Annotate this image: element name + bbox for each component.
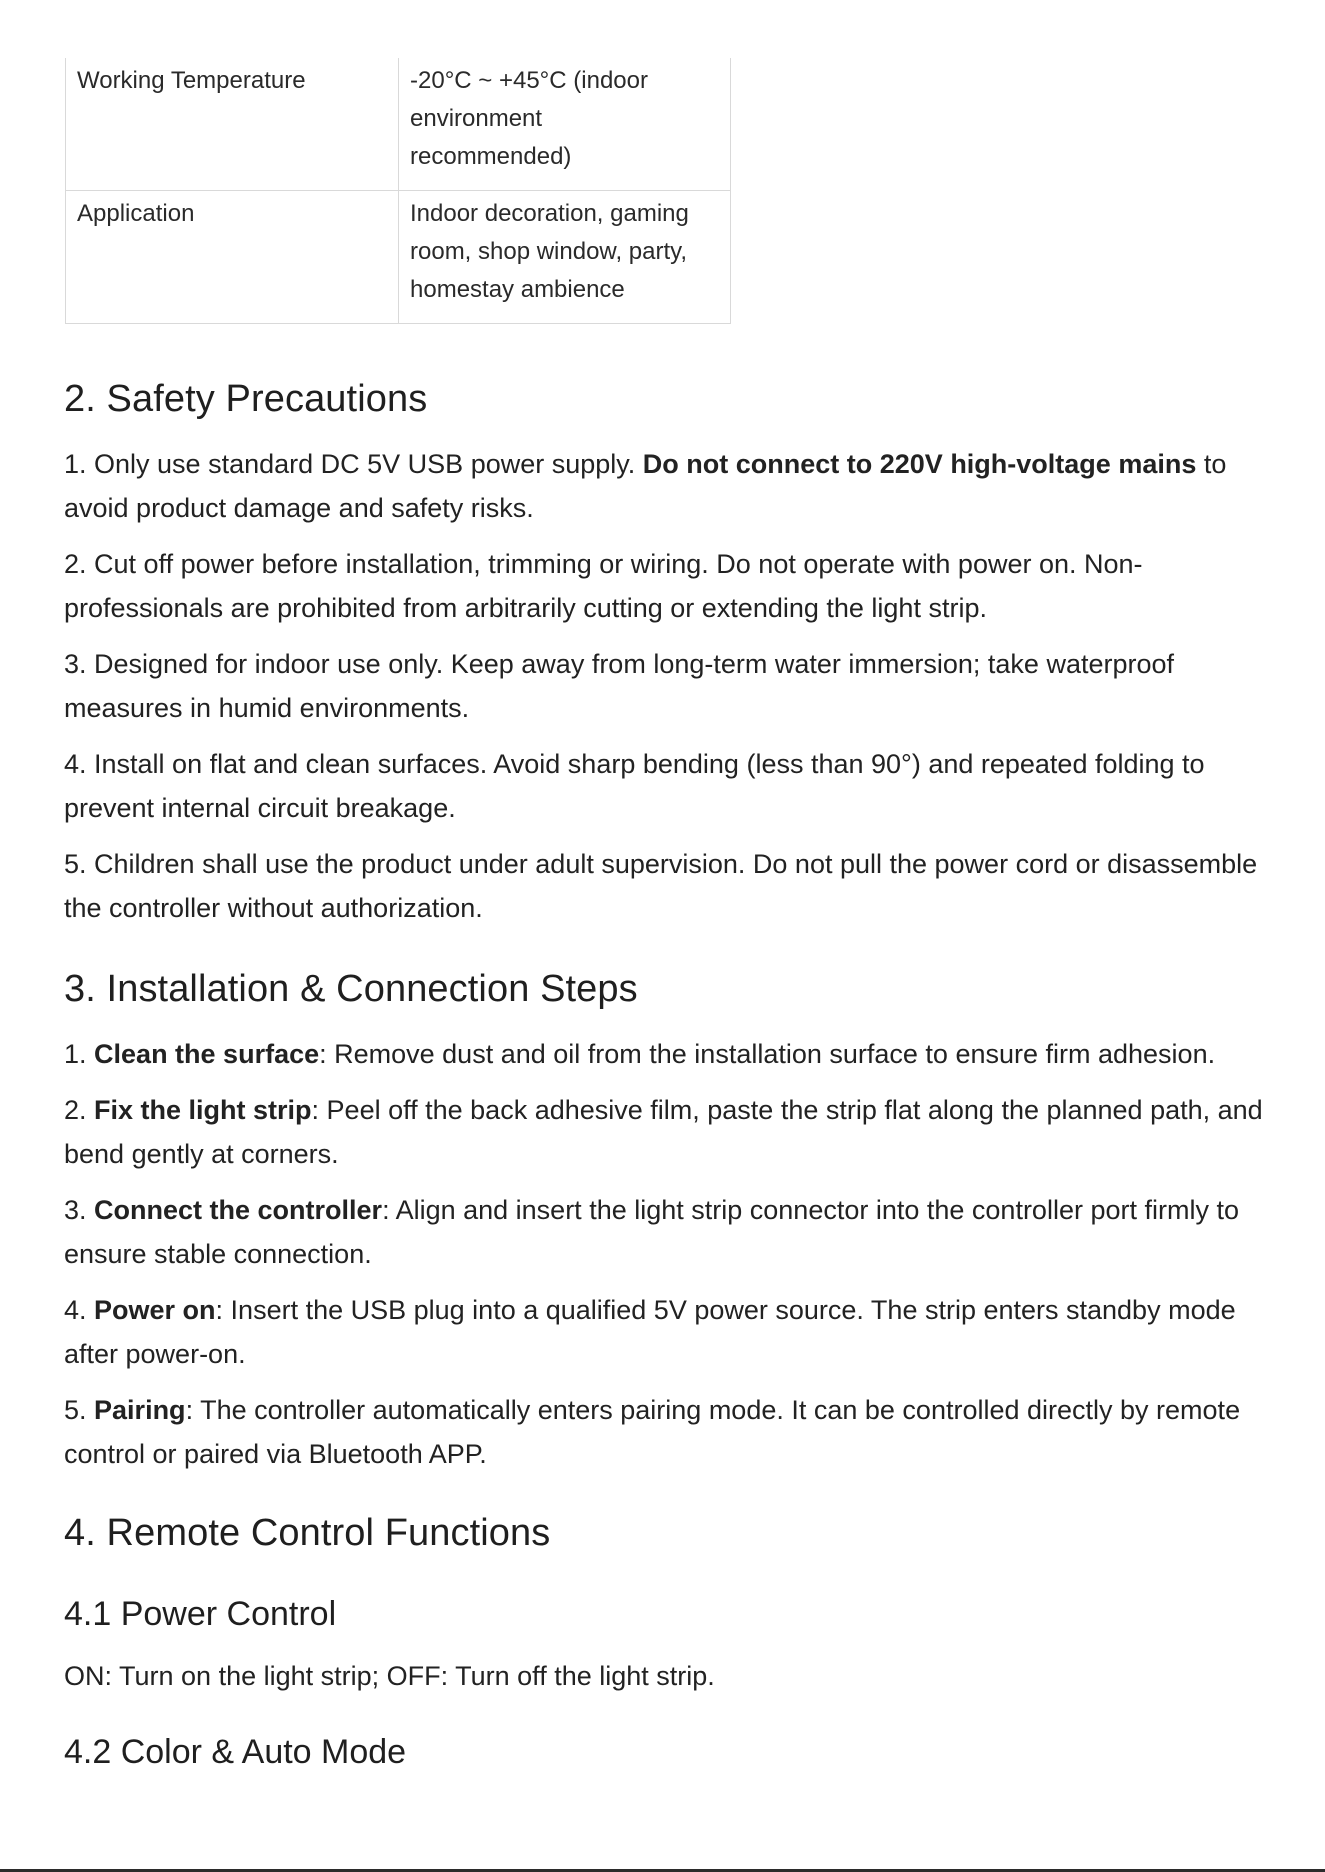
spec-table [65,58,731,324]
safety-item-text: 1. Only use standard DC 5V USB power supply. [64,449,643,479]
section-heading-safety: 2. Safety Precautions [64,378,428,420]
table-row [66,191,731,324]
install-step [64,1032,1264,1076]
safety-item: 3. Designed for indoor use only. Keep away from long-term water immersion; take waterproof measures in humid environments. [64,649,1175,723]
install-step [64,1388,1264,1476]
install-step [64,1188,1264,1276]
spec-value [399,58,731,191]
step-text: : Remove dust and oil from the installation surface to ensure firm adhesion. [319,1039,1216,1069]
safety-item [64,442,1264,530]
safety-item-text: to avoid product damage and safety risks. [64,449,1227,523]
subsection-heading-power: 4.1 Power Control [64,1595,337,1633]
step-number: 5. [64,1395,95,1425]
spec-value-line: environment [410,105,543,132]
power-control-text: ON: Turn on the light strip; OFF: Turn off the light strip. [64,1661,715,1691]
safety-item-emphasis: Do not connect to 220V high-voltage mains [642,449,1197,479]
spec-value-line: homestay ambience [410,276,625,303]
step-title: Fix the light strip [94,1095,312,1125]
safety-item: 5. Children shall use the product under adult supervision. Do not pull the power cord or disassemble the controller without authorization. [64,849,1258,923]
step-title: Clean the surface [94,1039,320,1069]
step-title: Power on [94,1295,216,1325]
safety-item: 4. Install on flat and clean surfaces. Avoid sharp bending (less than 90°) and repeated folding to prevent internal circuit breakage. [64,749,1205,823]
spec-value-line: -20°C ~ +45°C (indoor [410,67,648,94]
safety-item: 2. Cut off power before installation, trimming or wiring. Do not operate with power on. Non-professionals are prohibited from arbitrarily cutting or extending the light strip. [64,549,1143,623]
section-heading-installation: 3. Installation & Connection Steps [64,968,638,1010]
spec-value [399,191,731,324]
step-number: 1. [64,1039,95,1069]
table-row [66,58,731,191]
install-step [64,1088,1264,1176]
section-heading-remote: 4. Remote Control Functions [64,1512,551,1554]
step-number: 4. [64,1295,95,1325]
subsection-heading-color: 4.2 Color & Auto Mode [64,1733,407,1771]
spec-value-line: Indoor decoration, gaming [410,200,689,227]
spec-value-line: recommended) [410,143,572,170]
step-text: : Insert the USB plug into a qualified 5V power source. The strip enters standby mode after power-on. [64,1295,1236,1369]
spec-value-line: room, shop window, party, [410,238,688,265]
step-text: : Peel off the back adhesive film, paste the strip flat along the planned path, and bend gently at corners. [64,1095,1263,1169]
step-number: 2. [64,1095,95,1125]
step-title: Pairing [94,1395,186,1425]
step-text: : Align and insert the light strip connector into the controller port firmly to ensure stable connection. [64,1195,1239,1269]
spec-key: Working Temperature [66,58,399,191]
step-number: 3. [64,1195,95,1225]
spec-key: Application [66,191,399,324]
install-step [64,1288,1264,1376]
step-text: : The controller automatically enters pairing mode. It can be controlled directly by remote control or paired via Bluetooth APP. [64,1395,1241,1469]
step-title: Connect the controller [94,1195,383,1225]
